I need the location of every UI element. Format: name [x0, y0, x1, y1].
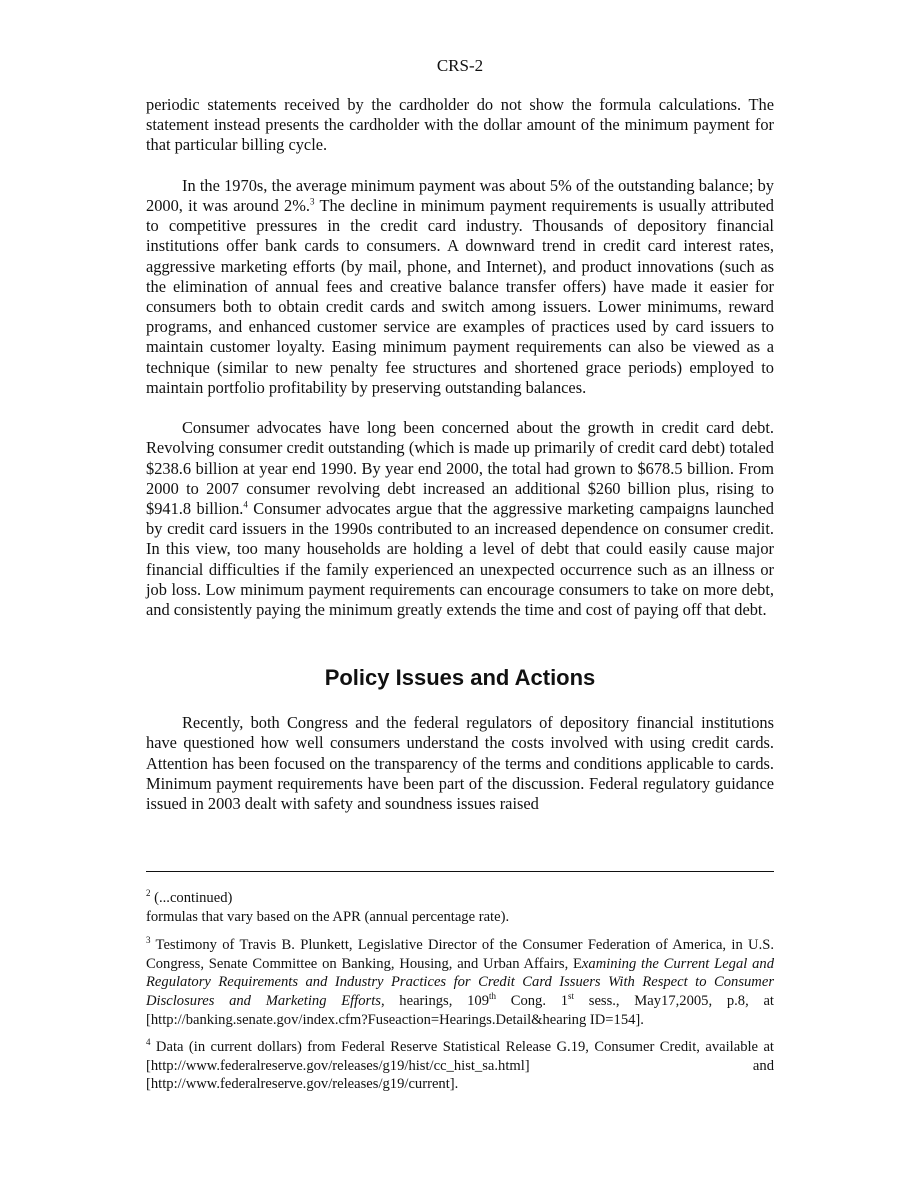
footnote-2: $^2$ (...continued) formulas that vary based on the APR (annual percentage rate). [146, 889, 774, 926]
footnote-3: $^3$ Testimony of Travis B. Plunkett, Legislative Director of the Consumer Federation of America, in U.S. Congress, Senate Committee on Banking, Housing, and Urban Affairs, Examining the Current Legal and Regulatory Requirements and Industry Practices for Credit Card Issuers With Respect to Consumer Disclosures and Marketing Efforts, hearings, 109th Cong. 1st sess., May17,2005, p.8, at [http://banking.senate.gov/index.cfm?Fuseaction=Hearings.Detail&hearing ID=154]. [146, 935, 774, 1028]
footnote-3-link-text: sess., May17,2005, p.8, at [http://banking.senate.gov/index.cfm?Fuseaction=Hearings.Detail&hearing ID=154]. [146, 992, 774, 1028]
footnote-4-text: Data (in current dollars) from Federal Reserve Statistical Release G.19, Consumer Credit, available at [http://www.federalreserve.gov/releases/g19/hist/cc_hist_sa.html] and [http://www.federalreserve.gov/releases/g19/current]. [146, 1039, 774, 1093]
section-heading: Policy Issues and Actions [324, 665, 596, 691]
footnote-divider [146, 871, 774, 872]
footnote-mark-3: 3 [146, 935, 151, 946]
main-body [146, 95, 774, 834]
footnote-4 [146, 1038, 774, 1094]
footnote-2-text: formulas that vary based on the APR (annual percentage rate). [146, 908, 510, 925]
paragraph-policy-issues: Recently, both Congress and the federal regulators of depository financial institutions have questioned how well consumers understand the costs involved with using credit cards. Attention has been focused on the transparency of the terms and conditions applicable to cards. Minimum payment requirements have been part of the discussion. Federal regulatory guidance issued in 2003 dealt with safety and soundness issues raised [146, 713, 774, 814]
footnote-ref-3[interactable]: 3 [310, 196, 315, 207]
hearing-title: xamining the Current Legal and Regulatory Requirements and Industry Practices for Credit Card Issuers With Respect to Consumer Disclosures and Marketing Efforts [146, 955, 774, 1009]
page-number-header: CRS-2 [436, 56, 484, 75]
footnote-mark-2: 2 [146, 888, 151, 899]
paragraph-consumer-advocates: Consumer advocates have long been concerned about the growth in credit card debt. Revolving consumer credit outstanding (which is made up primarily of credit card debt) totaled $238.6 billion at year end 1990. By year end 2000, the total had grown to $678.5 billion. From 2000 to 2007 consumer revolving debt increased an additional $260 billion plus, rising to $941.8 billion.$^4$ Consumer advocates argue that the aggressive marketing campaigns launched by credit card issuers in the 1990s contributed to an increased dependence on consumer credit. In this view, too many households are holding a level of debt that could easily cause major financial difficulties if the family experienced an unexpected occurrence such as an illness or job loss. Low minimum payment requirements can encourage consumers to take on more debt, and consistently paying the minimum greatly extends the time and cost of paying off that debt. [146, 418, 774, 620]
paragraph-continuation: periodic statements received by the cardholder do not show the formula calculations. The statement instead presents the cardholder with the dollar amount of the minimum payment for that particular billing cycle. [146, 95, 774, 155]
footnotes [146, 889, 774, 1103]
paragraph-minimum-payment-history: In the 1970s, the average minimum payment was about 5% of the outstanding balance; by 2000, it was around 2%.$^3$ The decline in minimum payment requirements is usually attributed to competitive pressures in the credit card industry. Thousands of depository financial institutions offer bank cards to consumers. A downward trend in credit card interest rates, aggressive marketing efforts (by mail, phone, and Internet), and product innovations (such as the elimination of annual fees and creative balance transfer offers) have made it easier for consumers both to obtain credit cards and switch among issuers. Lower minimums, reward programs, and enhanced customer service are examples of practices used by card issuers to maintain customer loyalty. Easing minimum payment requirements can also be viewed as a technique (similar to new penalty fee structures and shortened grace periods) employed to maintain portfolio profitability by preserving outstanding balances. [146, 175, 774, 397]
footnote-mark-4: 4 [146, 1037, 151, 1048]
footnote-ref-4[interactable]: 4 [243, 499, 248, 510]
